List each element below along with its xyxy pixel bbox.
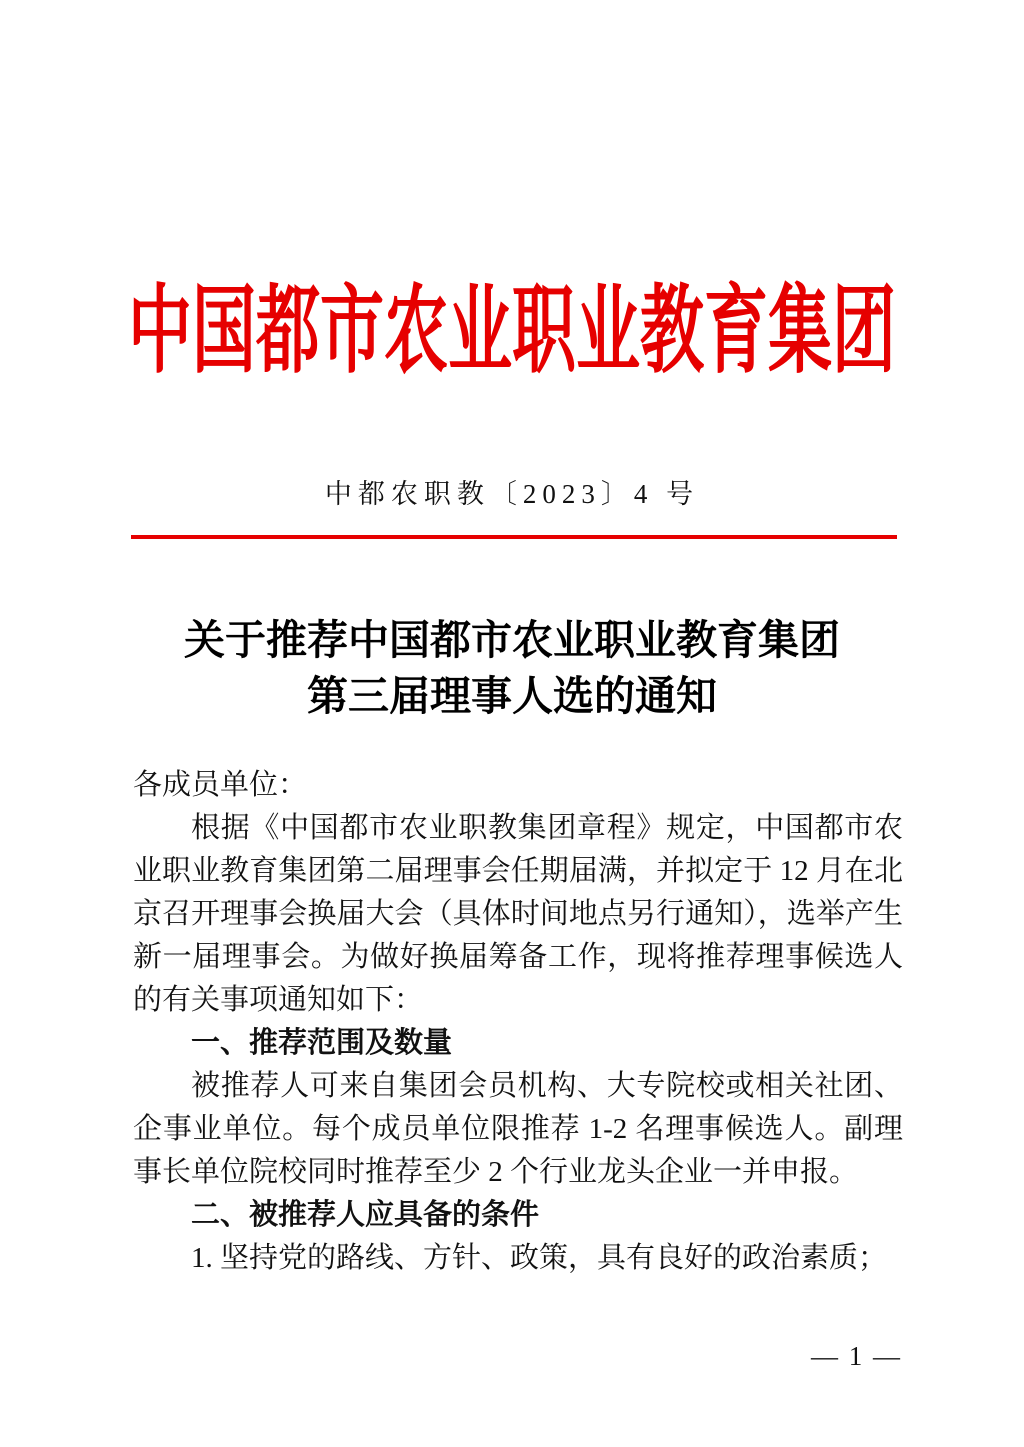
- page-number: — 1 —: [811, 1341, 902, 1371]
- section-1-paragraph: 被推荐人可来自集团会员机构、大专院校或相关社团、企事业单位。每个成员单位限推荐 1-2 名理事候选人。副理事长单位院校同时推荐至少 2 个行业龙头企业一并申报。: [133, 1070, 903, 1188]
- section-2-item-1: 1. 坚持党的路线、方针、政策，具有良好的政治素质；: [191, 1242, 888, 1274]
- letterhead-org-title: 中国都市农业职业教育集团: [128, 278, 896, 385]
- intro-paragraph: 根据《中国都市农业职教集团章程》规定，中国都市农业职业教育集团第二届理事会任期届满，并拟定于 12 月在北京召开理事会换届大会（具体时间地点另行通知），选举产生新一届理事会。为做好换届筹备工作，现将推荐理事候选人的有关事项通知如下：: [133, 812, 903, 1016]
- notice-title-line-1: 关于推荐中国都市农业职业教育集团: [184, 617, 840, 663]
- red-divider-line: [131, 535, 897, 539]
- document-body: [133, 764, 903, 1280]
- notice-title-line-2: 第三届理事人选的通知: [307, 673, 717, 719]
- salutation: 各成员单位：: [133, 769, 308, 801]
- section-2-heading: 二、被推荐人应具备的条件: [191, 1199, 540, 1231]
- document-number: 中都农职教〔2023〕4 号: [324, 479, 700, 509]
- section-1-heading: 一、推荐范围及数量: [191, 1027, 453, 1059]
- notice-title: [0, 612, 1024, 724]
